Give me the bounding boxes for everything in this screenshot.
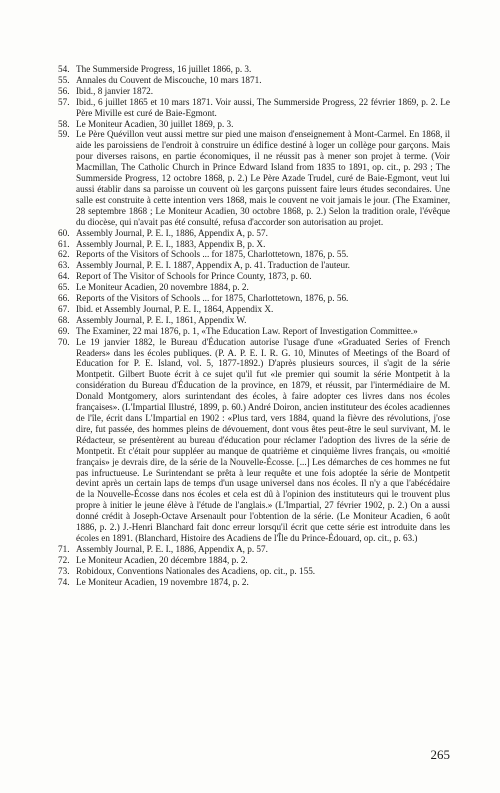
endnote-number: 64.: [58, 271, 70, 282]
endnote-number: 57.: [58, 96, 70, 107]
endnote-text: Reports of the Visitors of Schools ... for 1875, Charlottetown, 1876, p. 56.: [76, 293, 349, 304]
endnote-number: 67.: [58, 303, 70, 314]
endnote-number: 63.: [58, 260, 70, 271]
endnote-text: Le Moniteur Acadien, 30 juillet 1869, p. 3.: [76, 118, 234, 129]
endnote: [58, 544, 450, 555]
endnote-number: 72.: [58, 554, 70, 565]
endnote-number: 55.: [58, 74, 70, 85]
endnotes-list: [58, 64, 450, 588]
endnote: [58, 282, 450, 293]
endnote: [58, 555, 450, 566]
page-number: 265: [430, 747, 450, 762]
endnote-number: 74.: [58, 576, 70, 587]
endnote-text: Le Moniteur Acadien, 20 décembre 1884, p. 2.: [76, 554, 248, 565]
endnote-number: 66.: [58, 293, 70, 304]
endnote: [58, 64, 450, 75]
endnote: [58, 75, 450, 86]
endnote-text: Assembly Journal, P. E. I., 1886, Appendix A, p. 57.: [76, 227, 268, 238]
endnote-text: The Summerside Progress, 16 juillet 1866, p. 3.: [76, 64, 252, 74]
endnote-text: Ibid., 8 janvier 1872.: [76, 85, 154, 96]
endnote-text: Reports of the Visitors of Schools ... for 1875, Charlottetown, 1876, p. 55.: [76, 249, 349, 260]
endnote-number: 61.: [58, 238, 70, 249]
endnote-text: Assembly Journal, P. E. I., 1883, Appendix B, p. X.: [76, 238, 266, 249]
endnote-number: 65.: [58, 282, 70, 293]
endnote-number: 62.: [58, 249, 70, 260]
endnote: [58, 304, 450, 315]
endnote-number: 68.: [58, 314, 70, 325]
endnote-number: 60.: [58, 227, 70, 238]
endnote: [58, 119, 450, 130]
endnote-text: Ibid., 6 juillet 1865 et 10 mars 1871. Voir aussi, The Summerside Progress, 22 février 1869, p. 2. Le Père Miville est curé de Baie-Egmont.: [76, 96, 450, 118]
endnote: [58, 293, 450, 304]
endnote-text: Le Moniteur Acadien, 19 novembre 1874, p. 2.: [76, 576, 249, 587]
endnote-number: 71.: [58, 543, 70, 554]
endnote: [58, 326, 450, 337]
endnote-text: Annales du Couvent de Miscouche, 10 mars 1871.: [76, 74, 262, 85]
endnote-number: 73.: [58, 565, 70, 576]
endnote-number: 70.: [58, 336, 70, 347]
endnote-number: 54.: [58, 64, 70, 74]
endnote: [58, 249, 450, 260]
endnote-text: Le 19 janvier 1882, le Bureau d'Éducation autorise l'usage d'une «Graduated Series of French Readers» dans les écoles publiques. (P. A. P. E. I. R. G. 10, Minutes of Meetings of the Board of Education for P. E. Island, vol. 5, 1877-1892.) D'après plusieurs sources, il s'agit de la série Montpetit. Gilbert Buote écrit à ce sujet qu'il fut «le premier qui soumit la série Montpetit à la considération du Bureau d'Éducation de la province, en 1879, et réussit, par l'intermédiaire de M. Donald Montgomery, alors surintendant des écoles, à faire adopter ces livres dans nos écoles françaises». (L'Impartial Illustré, 1899, p. 60.) André Doiron, ancien instituteur des écoles acadiennes de l'île, écrit dans L'Impartial en 1902 : «Plus tard, vers 1884, quand la fièvre des révolutions, j'ose dire, fut passée, des hommes pleins de dévouement, dont vous êtes peut-être le seul survivant, M. le Rédacteur, se présentèrent au bureau d'éducation pour réclamer l'adoption des livres de la série de Montpetit. Et c'était pour suppléer au manque de quatrième et cinquième livres français, ou «moitié français» je devrais dire, de la série de la Nouvelle-Écosse. [...] Les démarches de ces hommes ne fut pas infructueuse. Le Surintendant se prêta à leur requête et une fois adoptée la série de Montpetit devint après un certain laps de temps d'un usage universel dans nos écoles. Il n'y a que l'abécédaire de la Nouvelle-Écosse dans nos écoles et cela est dû à l'opinion des instituteurs qui le trouvent plus propre à initier le jeune élève à l'étude de l'anglais.» (L'Impartial, 27 février 1902, p. 2.) On a aussi donné crédit à Joseph-Octave Arsenault pour l'obtention de la série. (Le Moniteur Acadien, 6 août 1886, p. 2.) J.-Henri Blanchard fait donc erreur lorsqu'il écrit que cette série est introduite dans les écoles en 1891. (Blanchard, Histoire des Acadiens de l'Île du Prince-Édouard, op. cit., p. 63.): [76, 336, 450, 543]
endnote: [58, 129, 450, 227]
endnote: [58, 315, 450, 326]
endnote: [58, 86, 450, 97]
endnote: [58, 566, 450, 577]
endnote: [58, 577, 450, 588]
endnote-text: The Examiner, 22 mai 1876, p. 1, «The Education Law. Report of Investigation Committee.»: [76, 325, 418, 336]
endnote: [58, 228, 450, 239]
endnote: [58, 271, 450, 282]
endnote-text: Report of The Visitor of Schools for Prince County, 1873, p. 60.: [76, 271, 312, 282]
endnote: [58, 97, 450, 119]
endnote-number: 59.: [58, 129, 70, 140]
endnote-text: Assembly Journal, P. E. I., 1861, Appendix W.: [76, 314, 247, 325]
endnote-number: 56.: [58, 85, 70, 96]
endnote: [58, 260, 450, 271]
endnote-text: Ibid. et Assembly Journal, P. E. I., 1864, Appendix X.: [76, 303, 274, 314]
endnote-number: 69.: [58, 325, 70, 336]
endnote-text: Robidoux, Conventions Nationales des Acadiens, op. cit., p. 155.: [76, 565, 316, 576]
endnote-number: 58.: [58, 118, 70, 129]
endnote-text: Assembly Journal, P. E. I. 1887, Appendix A, p. 41. Traduction de l'auteur.: [76, 260, 350, 271]
endnote-text: Le Père Quévillon veut aussi mettre sur pied une maison d'enseignement à Mont-Carmel. En 1868, il aide les paroissiens de l'endroit à construire un édifice destiné à loger un collège pour garçons. Mais pour diverses raisons, en partie économiques, il ne réussit pas à mener son projet à terme. (Voir Macmillan, The Catholic Church in Prince Edward Island from 1835 to 1891, op. cit., p. 293 ; The Summerside Progress, 12 octobre 1868, p. 2.) Le Père Azade Trudel, curé de Baie-Egmont, veut lui aussi établir dans sa paroisse un couvent où les garçons puissent faire leurs études secondaires. Une salle est construite à cette intention vers 1868, mais le couvent ne voit jamais le jour. (The Examiner, 28 septembre 1868 ; Le Moniteur Acadien, 30 octobre 1868, p. 2.) Selon la tradition orale, l'évêque du diocèse, qui n'avait pas été consulté, refusa d'accorder son autorisation au projet.: [76, 129, 450, 227]
endnote-text: Le Moniteur Acadien, 20 novembre 1884, p. 2.: [76, 282, 249, 293]
endnote: [58, 337, 450, 544]
endnote-text: Assembly Journal, P. E. I., 1886, Appendix A, p. 57.: [76, 543, 268, 554]
endnote: [58, 239, 450, 250]
